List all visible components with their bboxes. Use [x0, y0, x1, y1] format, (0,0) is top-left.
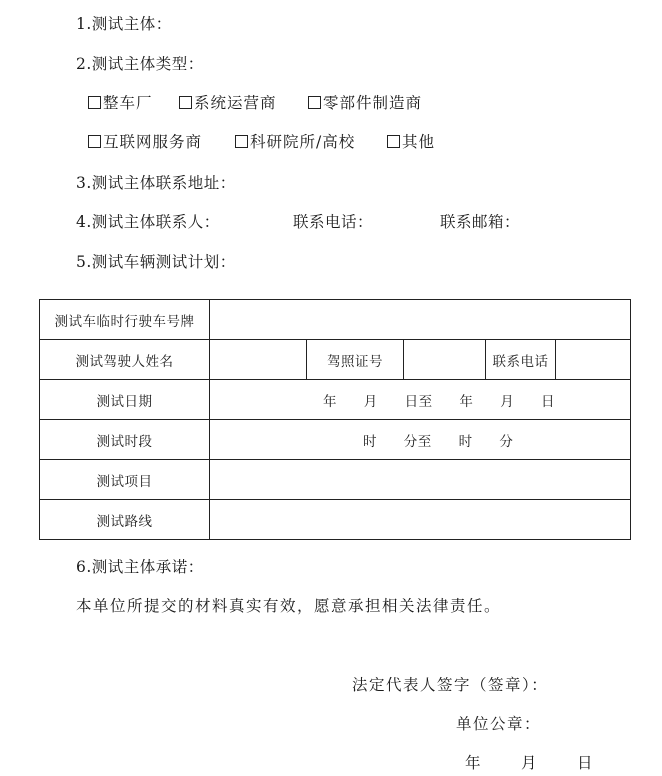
checkbox[interactable]: [308, 96, 321, 109]
plate-value-cell[interactable]: [210, 300, 631, 340]
field-contact-phone: 联系电话：: [293, 213, 374, 231]
time-label: 测试时段: [40, 420, 210, 460]
item-value-cell[interactable]: [210, 460, 631, 500]
plate-label: 测试车临时行驶车号牌: [40, 300, 210, 340]
sign-year: 年: [465, 754, 482, 772]
license-value-cell[interactable]: [404, 340, 486, 380]
field-entity-type: 2.测试主体类型：: [76, 55, 204, 73]
unit-seal: 单位公章：: [456, 715, 542, 733]
time-min-2: 分: [499, 433, 514, 450]
checkbox[interactable]: [235, 135, 248, 148]
date-month-2: 月: [500, 393, 515, 410]
field-contact-email: 联系邮箱：: [440, 213, 521, 231]
option-label: 系统运营商: [194, 94, 277, 112]
option-parts-maker[interactable]: [308, 91, 422, 113]
field-test-plan: 5.测试车辆测试计划：: [76, 253, 236, 271]
field-test-entity: 1.测试主体：: [76, 15, 172, 33]
driver-label: 测试驾驶人姓名: [40, 340, 210, 380]
route-value-cell[interactable]: [210, 500, 631, 540]
option-label: 整车厂: [103, 94, 153, 112]
table-row: [40, 500, 631, 540]
option-label: 互联网服务商: [103, 133, 203, 151]
checkbox[interactable]: [179, 96, 192, 109]
date-year-1: 年: [323, 393, 337, 410]
date-day-2: 日: [540, 393, 555, 410]
option-label: 零部件制造商: [323, 94, 423, 112]
field-commitment: 6.测试主体承诺：: [76, 558, 204, 576]
table-row: [40, 460, 631, 500]
option-oem[interactable]: [88, 91, 153, 113]
date-year-2: 年: [459, 393, 474, 410]
phone-label: 联系电话: [486, 340, 556, 380]
time-hour-1: 时: [363, 433, 377, 450]
field-contact-person: 4.测试主体联系人：: [76, 213, 220, 231]
field-contact-address: 3.测试主体联系地址：: [76, 174, 236, 192]
option-label: 其他: [402, 133, 436, 151]
checkbox[interactable]: [88, 135, 101, 148]
license-label: 驾照证号: [307, 340, 404, 380]
date-month-1: 月: [363, 393, 378, 410]
table-row: [40, 300, 631, 340]
sign-day: 日: [577, 754, 594, 772]
option-internet-service[interactable]: [88, 130, 202, 152]
date-day-to: 日至: [404, 393, 433, 410]
date-label: 测试日期: [40, 380, 210, 420]
option-label: 科研院所/高校: [250, 133, 356, 151]
driver-value-cell[interactable]: [210, 340, 307, 380]
option-research-institute[interactable]: [235, 130, 355, 152]
checkbox[interactable]: [88, 96, 101, 109]
table-row: [40, 380, 631, 420]
option-other[interactable]: [387, 130, 435, 152]
item-label: 测试项目: [40, 460, 210, 500]
table-row: [40, 340, 631, 380]
checkbox[interactable]: [387, 135, 400, 148]
phone-value-cell[interactable]: [556, 340, 631, 380]
time-value-cell[interactable]: [210, 420, 631, 460]
route-label: 测试路线: [40, 500, 210, 540]
time-min-to: 分至: [403, 433, 432, 450]
test-plan-table: [39, 299, 631, 540]
legal-rep-signature: 法定代表人签字（签章）：: [352, 676, 549, 694]
table-row: [40, 420, 631, 460]
option-system-operator[interactable]: [179, 91, 277, 113]
sign-month: 月: [521, 754, 538, 772]
commitment-text: 本单位所提交的材料真实有效，愿意承担相关法律责任。: [76, 597, 502, 615]
time-hour-2: 时: [458, 433, 473, 450]
date-value-cell[interactable]: [210, 380, 631, 420]
